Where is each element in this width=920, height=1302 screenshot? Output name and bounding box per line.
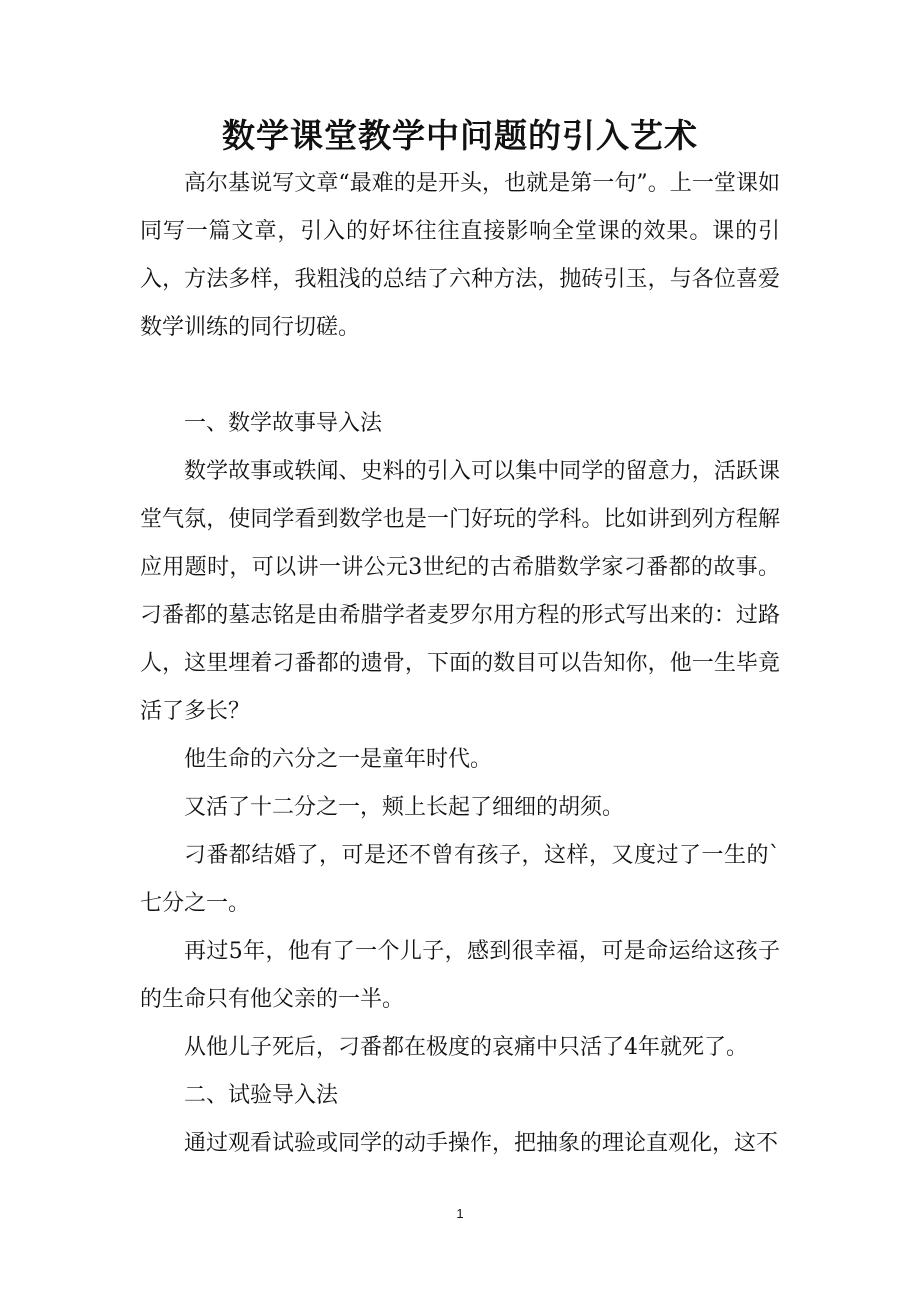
paragraph-epitaph-5: 从他儿子死后，刁番都在极度的哀痛中只活了4年就死了。 (184, 1035, 748, 1060)
section-heading-experiment: 二、试验导入法 (184, 1083, 339, 1108)
paragraph-epitaph-3: 刁番都结婚了，可是还不曾有孩子，这样，又度过了一生的`七分之一。 (140, 843, 780, 916)
section-heading-story: 一、数学故事导入法 (184, 411, 383, 436)
paragraph-epitaph-2: 又活了十二分之一，颊上长起了细细的胡须。 (184, 795, 625, 820)
paragraph-intro: 高尔基说写文章“最难的是开头，也就是第一句”。上一堂课如同写一篇文章，引入的好坏往往直接影响全堂课的效果。课的引入，方法多样，我粗浅的总结了六种方法，抛砖引玉，与各位喜爱数学训练的同行切磋。 (140, 171, 780, 340)
document-title: 数学课堂教学中问题的引入艺术 (222, 116, 698, 155)
paragraph-experiment: 通过观看试验或同学的动手操作，把抽象的理论直观化，这不 (184, 1131, 779, 1156)
paragraph-epitaph-1: 他生命的六分之一是童年时代。 (184, 747, 493, 772)
paragraph-story: 数学故事或轶闻、史料的引入可以集中同学的留意力，活跃课堂气氛，使同学看到数学也是一门好玩的学科。比如讲到列方程解应用题时，可以讲一讲公元3世纪的古希腊数学家刁番都的故事。刁番都的墓志铭是由希腊学者麦罗尔用方程的形式写出来的：过路人，这里埋着刁番都的遗骨，下面的数目可以告知你，他一生毕竟活了多长？ (140, 459, 780, 724)
paragraph-epitaph-4: 再过5年，他有了一个儿子，感到很幸福，可是命运给这孩子的生命只有他父亲的一半。 (140, 939, 780, 1012)
page-number: 1 (456, 1206, 464, 1221)
document-body (140, 160, 780, 1168)
